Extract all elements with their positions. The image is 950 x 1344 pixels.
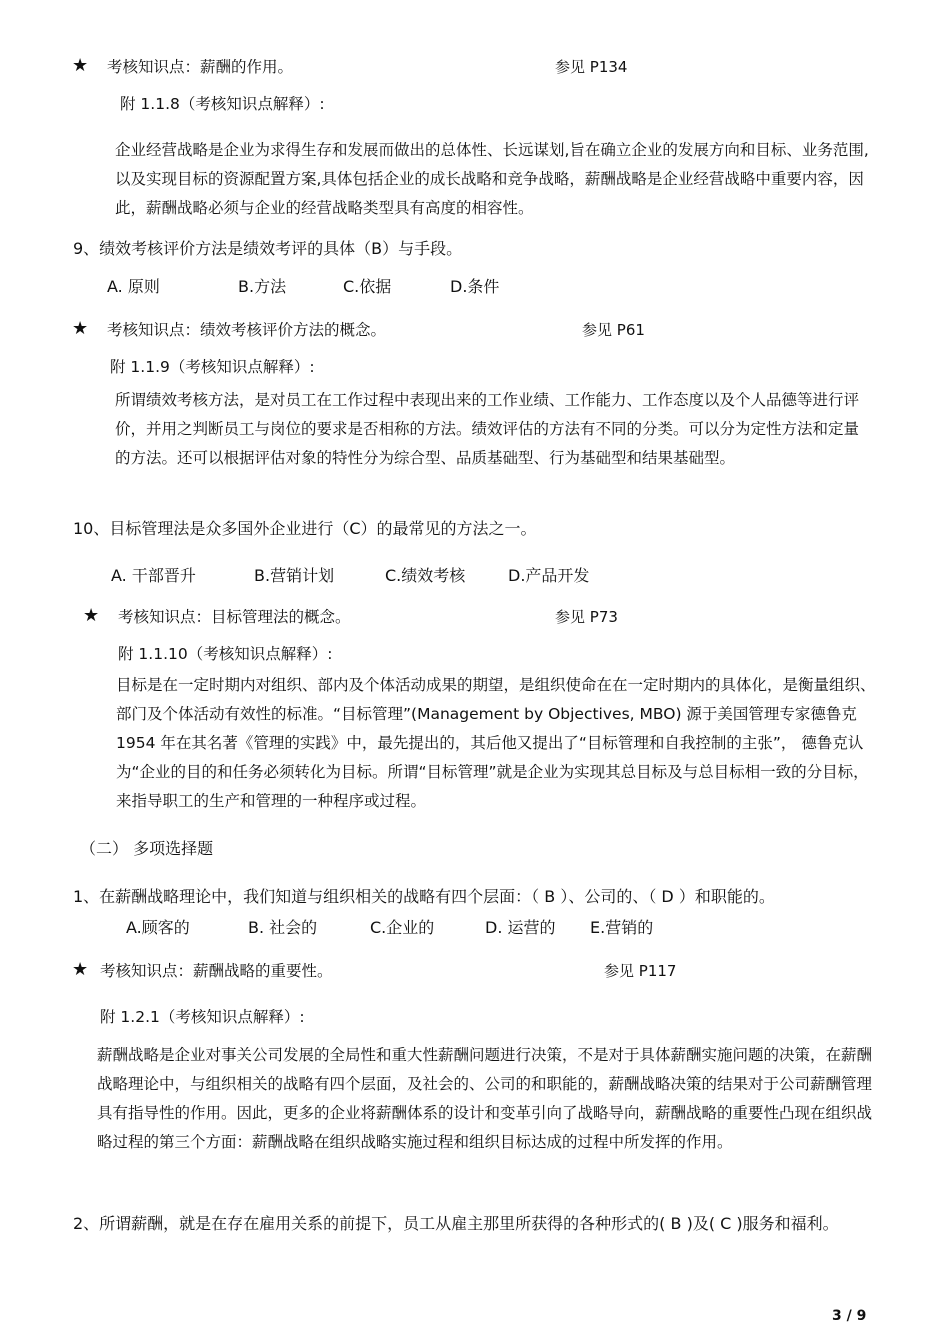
option-a: A. 干部晋升 xyxy=(111,566,196,585)
appendix-title: 附 1.1.10（考核知识点解释）: xyxy=(118,645,333,663)
page-reference: 参见 P73 xyxy=(555,608,618,626)
page-reference: 参见 P61 xyxy=(582,321,645,339)
explanation-paragraph: 目标是在一定时期内对组织、部内及个体活动成果的期望，是组织使命在在一定时期内的具体化，是衡量组织、部门及个体活动有效性的标准。“目标管理”(Management by Objectives, MBO) 源于美国管理专家德鲁克 1954 年在其名著《管理的实践》中，最先提出的，其后他又提出了“目标管理和自我控制的主张”， 德鲁克认为“企业的目的和任务必须转化为目标。所谓“目标管理”就是企业为实现其总目标及与总目标相一致的分目标，来指导职工的生产和管理的一种程序或过程。 xyxy=(116,676,876,810)
option-d: D.产品开发 xyxy=(508,566,590,585)
option-b: B. 社会的 xyxy=(248,918,318,937)
section-heading: （二） 多项选择题 xyxy=(80,839,214,858)
knowledge-point: 考核知识点：薪酬的作用。 xyxy=(107,58,294,76)
option-c: C.绩效考核 xyxy=(385,566,466,585)
question-10: 10、目标管理法是众多国外企业进行（C）的最常见的方法之一。 xyxy=(73,519,537,538)
knowledge-point: 考核知识点：绩效考核评价方法的概念。 xyxy=(107,321,387,339)
option-c: C.依据 xyxy=(343,277,392,296)
option-b: B.营销计划 xyxy=(254,566,335,585)
knowledge-point: 考核知识点：目标管理法的概念。 xyxy=(118,608,351,626)
star-icon: ★ xyxy=(72,318,89,339)
option-b: B.方法 xyxy=(238,277,287,296)
option-e: E.营销的 xyxy=(590,918,654,937)
question-9: 9、绩效考核评价方法是绩效考评的具体（B）与手段。 xyxy=(73,239,463,258)
appendix-title: 附 1.1.9（考核知识点解释）: xyxy=(110,358,315,376)
option-a: A. 原则 xyxy=(107,277,160,296)
explanation-paragraph: 薪酬战略是企业对事关公司发展的全局性和重大性薪酬问题进行决策，不是对于具体薪酬实施问题的决策，在薪酬战略理论中，与组织相关的战略有四个层面，及社会的、公司的和职能的，薪酬战略决策的结果对于公司薪酬管理具有指导性的作用。因此，更多的企业将薪酬体系的设计和变革引向了战略导向，薪酬战略的重要性凸现在组织战略过程的第三个方面：薪酬战略在组织战略实施过程和组织目标达成的过程中所发挥的作用。 xyxy=(97,1046,873,1151)
question-m1: 1、在薪酬战略理论中，我们知道与组织相关的战略有四个层面：（ B ）、公司的、（ D ）和职能的。 xyxy=(73,887,775,906)
appendix-title: 附 1.2.1（考核知识点解释）: xyxy=(100,1008,305,1026)
option-a: A.顾客的 xyxy=(126,918,190,937)
page-number: 3 / 9 xyxy=(832,1308,867,1324)
explanation-paragraph: 所谓绩效考核方法，是对员工在工作过程中表现出来的工作业绩、工作能力、工作态度以及个人品德等进行评价，并用之判断员工与岗位的要求是否相称的方法。绩效评估的方法有不同的分类。可以分为定性方法和定量的方法。还可以根据评估对象的特性分为综合型、品质基础型、行为基础型和结果基础型。 xyxy=(115,391,860,467)
appendix-title: 附 1.1.8（考核知识点解释）: xyxy=(120,95,325,113)
star-icon: ★ xyxy=(83,605,100,626)
explanation-paragraph: 企业经营战略是企业为求得生存和发展而做出的总体性、长远谋划,旨在确立企业的发展方向和目标、业务范围,以及实现目标的资源配置方案,具体包括企业的成长战略和竞争战略，薪酬战略是企业经营战略中重要内容，因此，薪酬战略必须与企业的经营战略类型具有高度的相容性。 xyxy=(115,141,869,217)
page-reference: 参见 P117 xyxy=(604,962,677,980)
option-d: D. 运营的 xyxy=(485,918,556,937)
star-icon: ★ xyxy=(72,55,89,76)
question-m2: 2、所谓薪酬，就是在存在雇用关系的前提下，员工从雇主那里所获得的各种形式的( B )及( C )服务和福利。 xyxy=(73,1214,839,1233)
star-icon: ★ xyxy=(72,959,89,980)
option-d: D.条件 xyxy=(450,277,500,296)
knowledge-point: 考核知识点：薪酬战略的重要性。 xyxy=(100,962,333,980)
option-c: C.企业的 xyxy=(370,918,435,937)
page-reference: 参见 P134 xyxy=(555,58,628,76)
